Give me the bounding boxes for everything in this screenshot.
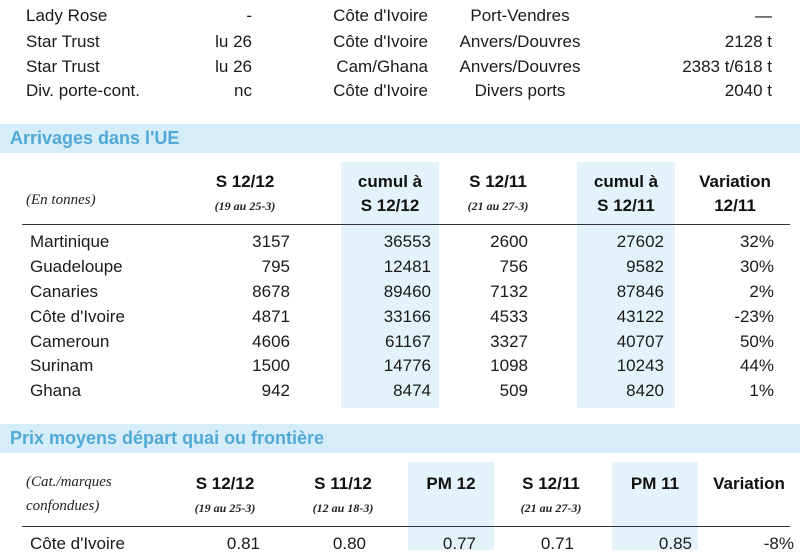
origin-cell: Côte d'Ivoire (30, 534, 125, 553)
ship-quantity: — (755, 6, 772, 25)
value-cell: 43122 (616, 307, 664, 326)
value-cell: 3327 (490, 332, 528, 351)
ship-quantity: 2128 t (724, 32, 772, 51)
origin-cell: Côte d'Ivoire (30, 307, 125, 326)
header-divider (22, 224, 790, 225)
value-cell: 1098 (490, 356, 528, 375)
value-cell: 756 (499, 257, 528, 276)
value-cell: 1500 (252, 356, 290, 375)
value-cell: 942 (261, 381, 290, 400)
table-row (0, 534, 800, 559)
ship-name: Div. porte-cont. (26, 81, 141, 100)
variation-cell: 30% (739, 257, 774, 276)
ship-row (0, 32, 800, 56)
col-subheader: (19 au 25-3) (214, 199, 276, 213)
value-cell: 89460 (383, 282, 431, 301)
col-header: cumul à (357, 172, 423, 191)
col-subheader: (21 au 27-3) (520, 501, 582, 515)
value-cell: 61167 (384, 332, 431, 351)
arrivals-title: Arrivages dans l'UE (10, 128, 180, 148)
ship-port: Anvers/Douvres (459, 57, 581, 76)
table-row (0, 332, 800, 357)
ship-port: Divers ports (474, 81, 566, 100)
ship-origin: Côte d'Ivoire (333, 6, 428, 25)
value-cell: 509 (499, 381, 528, 400)
unit-label: confondues) (26, 498, 100, 514)
value-cell: 4606 (252, 332, 290, 351)
value-cell: 8678 (252, 282, 290, 301)
ship-name: Lady Rose (26, 6, 108, 25)
ship-port: Port-Vendres (470, 6, 570, 25)
ship-origin: Côte d'Ivoire (333, 32, 428, 51)
price-cell: 0.77 (442, 534, 476, 553)
ship-name: Star Trust (26, 57, 100, 76)
ship-date: lu 26 (215, 32, 252, 51)
ship-row (0, 57, 800, 81)
ship-origin: Cam/Ghana (336, 57, 428, 76)
ship-quantity: 2040 t (724, 81, 772, 100)
ship-row (0, 81, 800, 105)
variation-cell: 2% (749, 282, 774, 301)
variation-cell: 44% (739, 356, 774, 375)
variation-cell: 50% (739, 332, 774, 351)
table-row (0, 381, 800, 406)
value-cell: 12481 (383, 257, 431, 276)
variation-cell: -23% (734, 307, 774, 326)
value-cell: 40707 (616, 332, 664, 351)
value-cell: 2600 (490, 232, 528, 251)
col-subheader: (12 au 18-3) (312, 501, 374, 515)
col-header: PM 12 (426, 474, 476, 493)
origin-cell: Guadeloupe (30, 257, 123, 276)
unit-label: (Cat./marques (26, 474, 112, 490)
unit-label: (En tonnes) (26, 192, 96, 208)
origin-cell: Ghana (30, 381, 82, 400)
variation-cell: 1% (749, 381, 774, 400)
table-row (0, 282, 800, 307)
col-header: S 12/11 (522, 474, 580, 493)
col-subheader: (21 au 27-3) (467, 199, 529, 213)
value-cell: 3157 (252, 232, 290, 251)
ship-origin: Côte d'Ivoire (333, 81, 428, 100)
price-cell: 0.71 (540, 534, 574, 553)
arrivals-section-header (0, 124, 800, 153)
origin-cell: Surinam (30, 356, 94, 375)
value-cell: 4533 (490, 307, 528, 326)
value-cell: 36553 (383, 232, 431, 251)
price-cell: 0.81 (226, 534, 260, 553)
value-cell: 7132 (490, 282, 528, 301)
ship-port: Anvers/Douvres (459, 32, 581, 51)
ship-quantity: 2383 t/618 t (682, 57, 772, 76)
ship-date: lu 26 (215, 57, 252, 76)
col-header: 12/11 (714, 196, 756, 215)
value-cell: 87846 (616, 282, 664, 301)
value-cell: 4871 (252, 307, 290, 326)
value-cell: 9582 (626, 257, 664, 276)
prices-section-header (0, 424, 800, 453)
col-header: S 12/11 (469, 172, 527, 191)
origin-cell: Cameroun (30, 332, 110, 351)
col-header: S 11/12 (314, 474, 372, 493)
table-row (0, 356, 800, 381)
variation-cell: 32% (739, 232, 774, 251)
col-header: PM 11 (630, 474, 680, 493)
table-row (0, 232, 800, 257)
value-cell: 33166 (383, 307, 431, 326)
header-divider (22, 526, 790, 527)
col-header: S 12/12 (195, 474, 255, 493)
ship-row (0, 6, 800, 30)
col-subheader: (19 au 25-3) (194, 501, 256, 515)
origin-cell: Canaries (30, 282, 99, 301)
ship-name: Star Trust (26, 32, 100, 51)
ship-date: nc (234, 81, 252, 100)
col-header: Variation (713, 474, 785, 493)
value-cell: 27602 (616, 232, 664, 251)
value-cell: 14776 (383, 356, 431, 375)
table-row (0, 257, 800, 282)
value-cell: 8474 (393, 381, 431, 400)
col-header: S 12/11 (597, 196, 655, 215)
table-row (0, 307, 800, 332)
origin-cell: Martinique (30, 232, 110, 251)
value-cell: 8420 (626, 381, 664, 400)
col-header: Variation (699, 172, 771, 191)
value-cell: 795 (261, 257, 290, 276)
col-header: S 12/12 (360, 196, 420, 215)
value-cell: 10243 (616, 356, 664, 375)
prices-title: Prix moyens départ quai ou frontière (10, 428, 325, 448)
ship-date: - (246, 6, 252, 25)
variation-cell: -8% (763, 534, 794, 553)
price-cell: 0.80 (332, 534, 366, 553)
price-cell: 0.85 (658, 534, 692, 553)
col-header: cumul à (593, 172, 659, 191)
col-header: S 12/12 (215, 172, 275, 191)
